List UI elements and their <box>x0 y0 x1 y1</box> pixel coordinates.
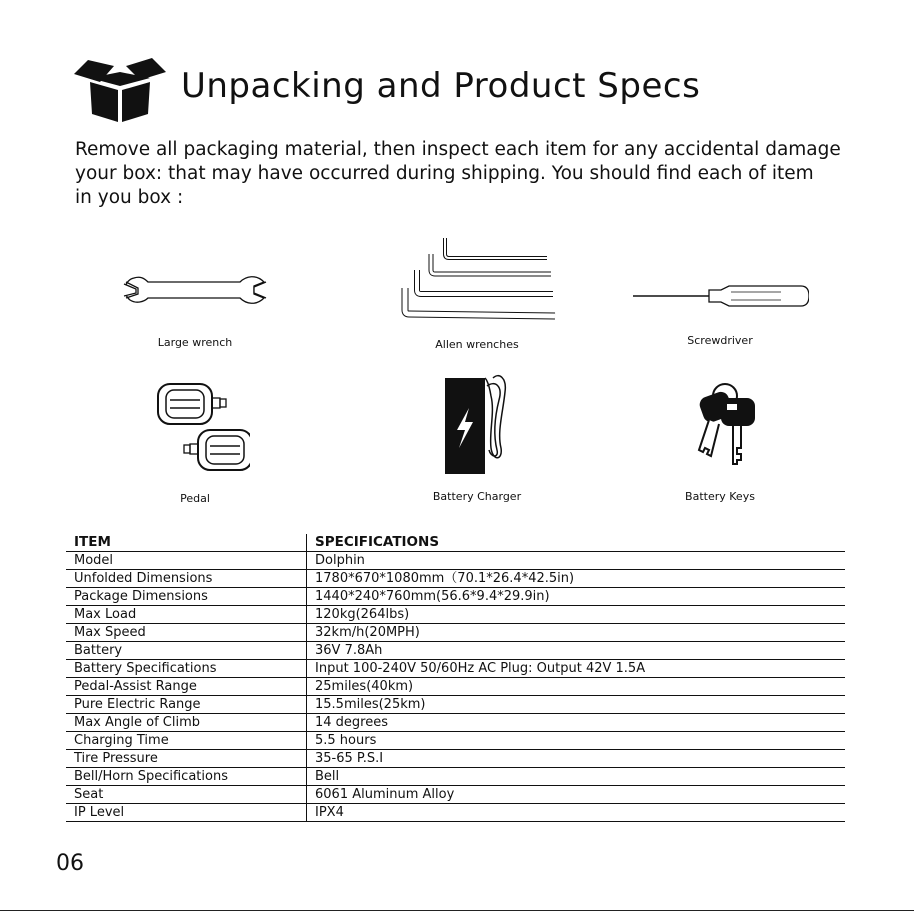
spec-value-cell: 6061 Aluminum Alloy <box>307 786 846 804</box>
item-allen-wrenches <box>392 234 562 351</box>
keys-icon <box>675 376 765 472</box>
spec-value-cell: 1440*240*760mm(56.6*9.4*29.9in) <box>307 588 846 606</box>
intro-paragraph <box>75 138 855 210</box>
table-row <box>66 786 845 804</box>
intro-line-1: Remove all packaging material, then inspect each item for any accidental damage <box>75 139 841 160</box>
spec-item-cell: Pedal-Assist Range <box>66 678 307 696</box>
battery-keys-label: Battery Keys <box>685 490 755 503</box>
item-screwdriver <box>630 278 810 347</box>
spec-value-cell: 25miles(40km) <box>307 678 846 696</box>
table-row <box>66 642 845 660</box>
intro-line-2: your box: that may have occurred during shipping. You should find each of item <box>75 163 814 184</box>
spec-value-cell: 14 degrees <box>307 714 846 732</box>
table-row <box>66 588 845 606</box>
spec-value-cell: 15.5miles(25km) <box>307 696 846 714</box>
spec-item-cell: Pure Electric Range <box>66 696 307 714</box>
bottom-divider <box>0 910 914 911</box>
table-row <box>66 678 845 696</box>
spec-value-cell: 32km/h(20MPH) <box>307 624 846 642</box>
item-pedal <box>130 378 260 505</box>
intro-line-3: in you box : <box>75 187 184 208</box>
wrench-icon <box>120 268 270 316</box>
spec-item-cell: Battery Specifications <box>66 660 307 678</box>
item-battery-charger <box>412 372 542 503</box>
table-row <box>66 768 845 786</box>
table-row <box>66 696 845 714</box>
header-specifications: SPECIFICATIONS <box>307 534 846 552</box>
spec-value-cell: 35-65 P.S.I <box>307 750 846 768</box>
allen-wrenches-icon <box>395 234 560 324</box>
table-row <box>66 714 845 732</box>
spec-table-header-row <box>66 534 845 552</box>
table-row <box>66 552 845 570</box>
screwdriver-icon <box>631 278 809 314</box>
table-row <box>66 660 845 678</box>
spec-value-cell: Input 100-240V 50/60Hz AC Plug: Output 42V 1.5A <box>307 660 846 678</box>
table-row <box>66 804 845 822</box>
spec-value-cell: 1780*670*1080mm（70.1*26.4*42.5in) <box>307 570 846 588</box>
open-box-icon <box>72 52 168 124</box>
pedal-label: Pedal <box>180 492 210 505</box>
page-number: 06 <box>56 851 84 876</box>
table-row <box>66 624 845 642</box>
page-header <box>72 52 168 124</box>
table-row <box>66 732 845 750</box>
table-row <box>66 606 845 624</box>
item-large-wrench <box>110 268 280 349</box>
pedal-icon <box>140 378 250 478</box>
spec-value-cell: IPX4 <box>307 804 846 822</box>
allen-wrenches-label: Allen wrenches <box>435 338 519 351</box>
spec-value-cell: 120kg(264lbs) <box>307 606 846 624</box>
spec-table <box>66 534 845 822</box>
battery-charger-label: Battery Charger <box>432 490 522 503</box>
spec-item-cell: Battery <box>66 642 307 660</box>
spec-item-cell: Unfolded Dimensions <box>66 570 307 588</box>
spec-value-cell: Bell <box>307 768 846 786</box>
item-battery-keys <box>660 376 780 503</box>
spec-item-cell: Max Angle of Climb <box>66 714 307 732</box>
spec-item-cell: Max Speed <box>66 624 307 642</box>
battery-charger-icon <box>437 372 517 476</box>
spec-value-cell: 5.5 hours <box>307 732 846 750</box>
page-title: Unpacking and Product Specs <box>181 66 701 106</box>
spec-item-cell: Model <box>66 552 307 570</box>
spec-item-cell: Tire Pressure <box>66 750 307 768</box>
table-row <box>66 570 845 588</box>
spec-item-cell: Max Load <box>66 606 307 624</box>
header-item: ITEM <box>66 534 307 552</box>
large-wrench-label: Large wrench <box>157 336 233 349</box>
spec-value-cell: 36V 7.8Ah <box>307 642 846 660</box>
spec-item-cell: Package Dimensions <box>66 588 307 606</box>
spec-item-cell: IP Level <box>66 804 307 822</box>
spec-value-cell: Dolphin <box>307 552 846 570</box>
spec-item-cell: Bell/Horn Specifications <box>66 768 307 786</box>
spec-item-cell: Charging Time <box>66 732 307 750</box>
screwdriver-label: Screwdriver <box>687 334 753 347</box>
table-row <box>66 750 845 768</box>
spec-item-cell: Seat <box>66 786 307 804</box>
